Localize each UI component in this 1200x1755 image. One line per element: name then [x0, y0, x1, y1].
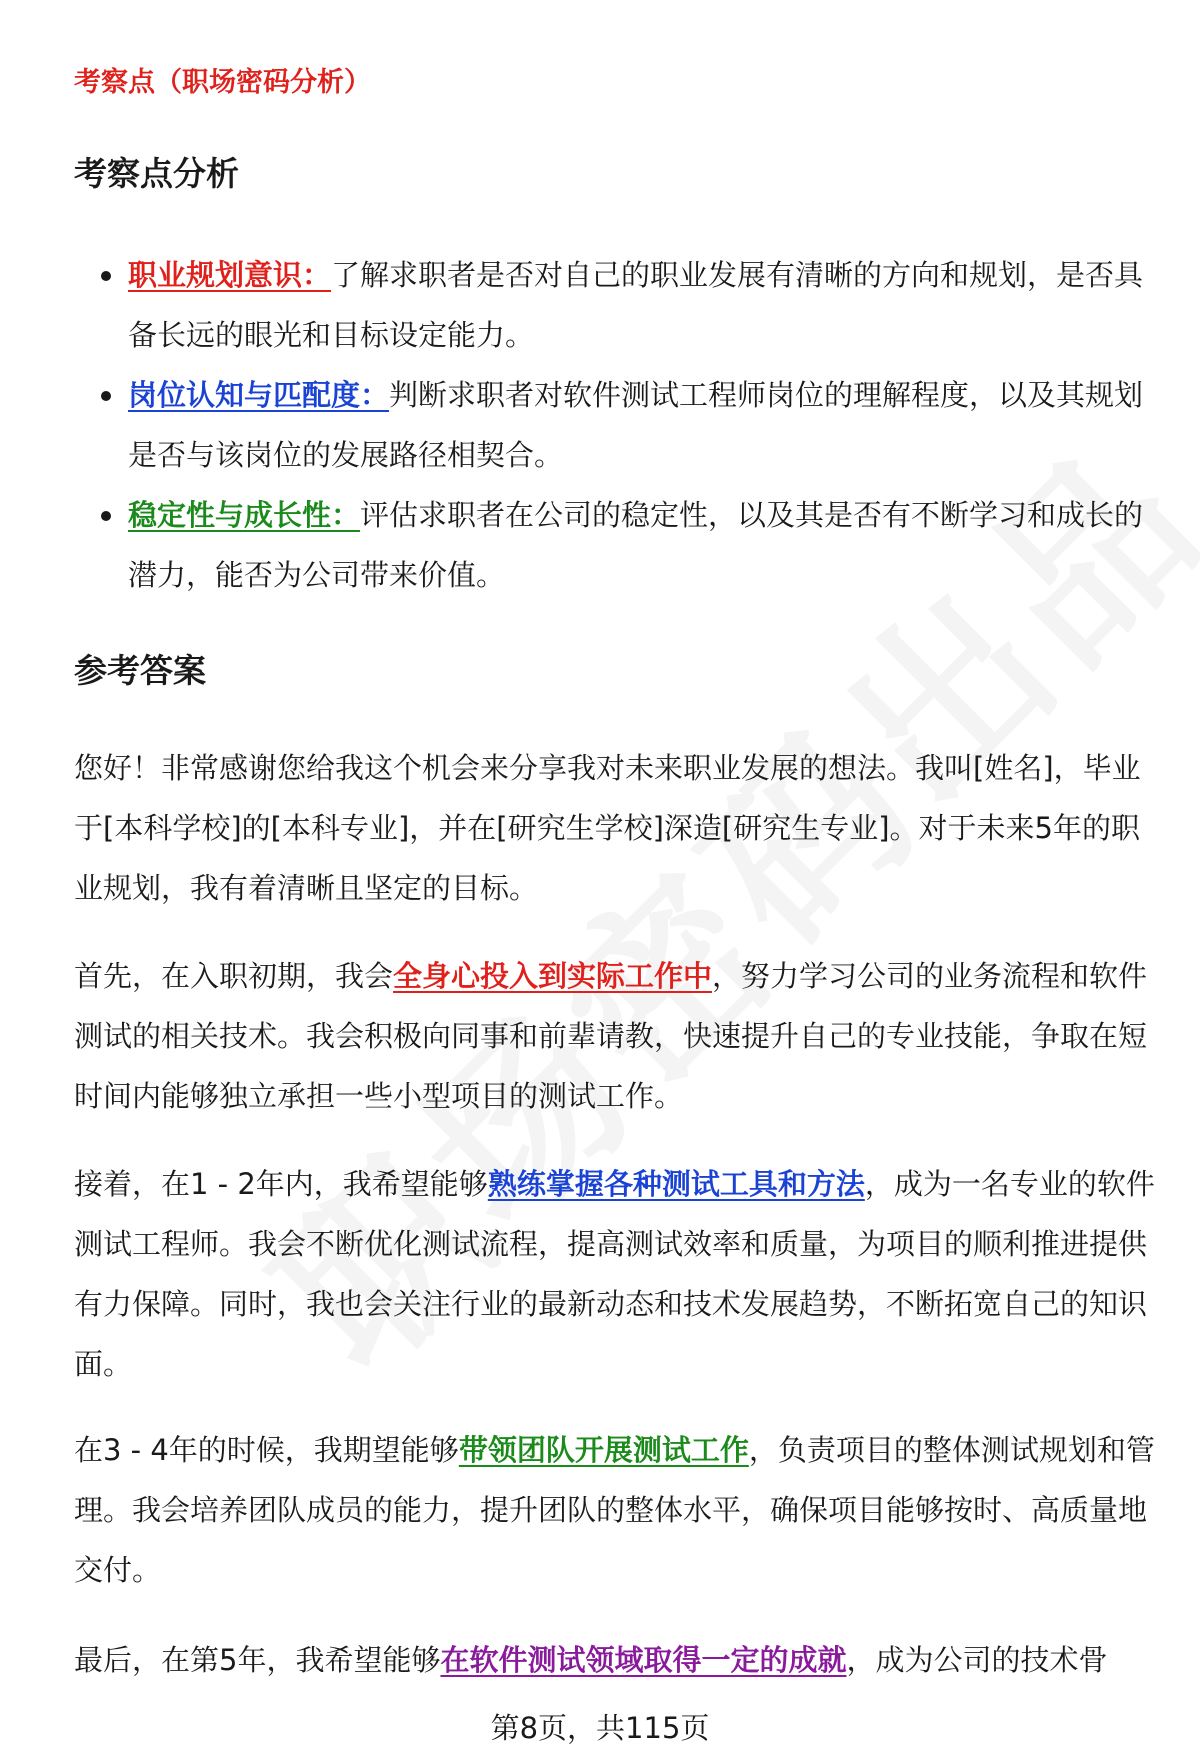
paragraph-highlight: 全身心投入到实际工作中	[393, 959, 713, 993]
answer-heading: 参考答案	[74, 651, 206, 690]
answer-paragraph	[74, 1630, 1159, 1690]
paragraph-text: 最后，在第5年，我希望能够	[74, 1643, 441, 1677]
paragraph-text: 在3 - 4年的时候，我期望能够	[74, 1433, 459, 1467]
analysis-item-keyword: 职业规划意识：	[128, 258, 332, 292]
answer-paragraph	[74, 1420, 1159, 1600]
analysis-item-text: 评估求职者在公司的稳定性，以及其是否有不断学习和成长的潜力，能否为公司带来价值。	[128, 498, 1144, 592]
section-label: 考察点（职场密码分析）	[74, 67, 371, 98]
analysis-list	[74, 245, 1144, 605]
paragraph-text: ，成为公司的技术骨	[846, 1643, 1108, 1677]
answer-paragraph	[74, 946, 1159, 1126]
analysis-item-keyword: 稳定性与成长性：	[128, 498, 361, 532]
answer-paragraph	[74, 1154, 1159, 1394]
paragraph-highlight: 熟练掌握各种测试工具和方法	[487, 1167, 865, 1201]
analysis-heading: 考察点分析	[74, 154, 239, 193]
paragraph-text: 首先，在入职初期，我会	[74, 959, 394, 993]
page-footer: 第8页，共115页	[490, 1711, 710, 1745]
paragraph-text: ，成为一名专业的软件测试工程师。我会不断优化测试流程，提高测试效率和质量，为项目的顺利推进提供有力保障。同时，我也会关注行业的最新动态和技术发展趋势，不断拓宽自己的知识面。	[74, 1167, 1155, 1381]
analysis-item-text: 了解求职者是否对自己的职业发展有清晰的方向和规划，是否具备长远的眼光和目标设定能力。	[128, 258, 1144, 352]
paragraph-text: ，负责项目的整体测试规划和管理。我会培养团队成员的能力，提升团队的整体水平，确保项目能够按时、高质量地交付。	[74, 1433, 1155, 1587]
paragraph-text: ，努力学习公司的业务流程和软件测试的相关技术。我会积极向同事和前辈请教，快速提升自己的专业技能，争取在短时间内能够独立承担一些小型项目的测试工作。	[74, 959, 1148, 1113]
paragraph-highlight: 在软件测试领域取得一定的成就	[440, 1643, 847, 1677]
analysis-item	[74, 365, 1144, 485]
analysis-item	[74, 245, 1144, 365]
paragraph-text: 接着，在1 - 2年内，我希望能够	[74, 1167, 488, 1201]
answer-paragraph: 您好！非常感谢您给我这个机会来分享我对未来职业发展的想法。我叫[姓名]，毕业于[本科学校]的[本科专业]，并在[研究生学校]深造[研究生专业]。对于未来5年的职业规划，我有着清晰且坚定的目标。	[74, 751, 1141, 905]
analysis-item	[74, 485, 1144, 605]
paragraph-highlight: 带领团队开展测试工作	[458, 1433, 749, 1467]
analysis-item-keyword: 岗位认知与匹配度：	[128, 378, 390, 412]
analysis-item-text: 判断求职者对软件测试工程师岗位的理解程度，以及其规划是否与该岗位的发展路径相契合。	[128, 378, 1144, 472]
